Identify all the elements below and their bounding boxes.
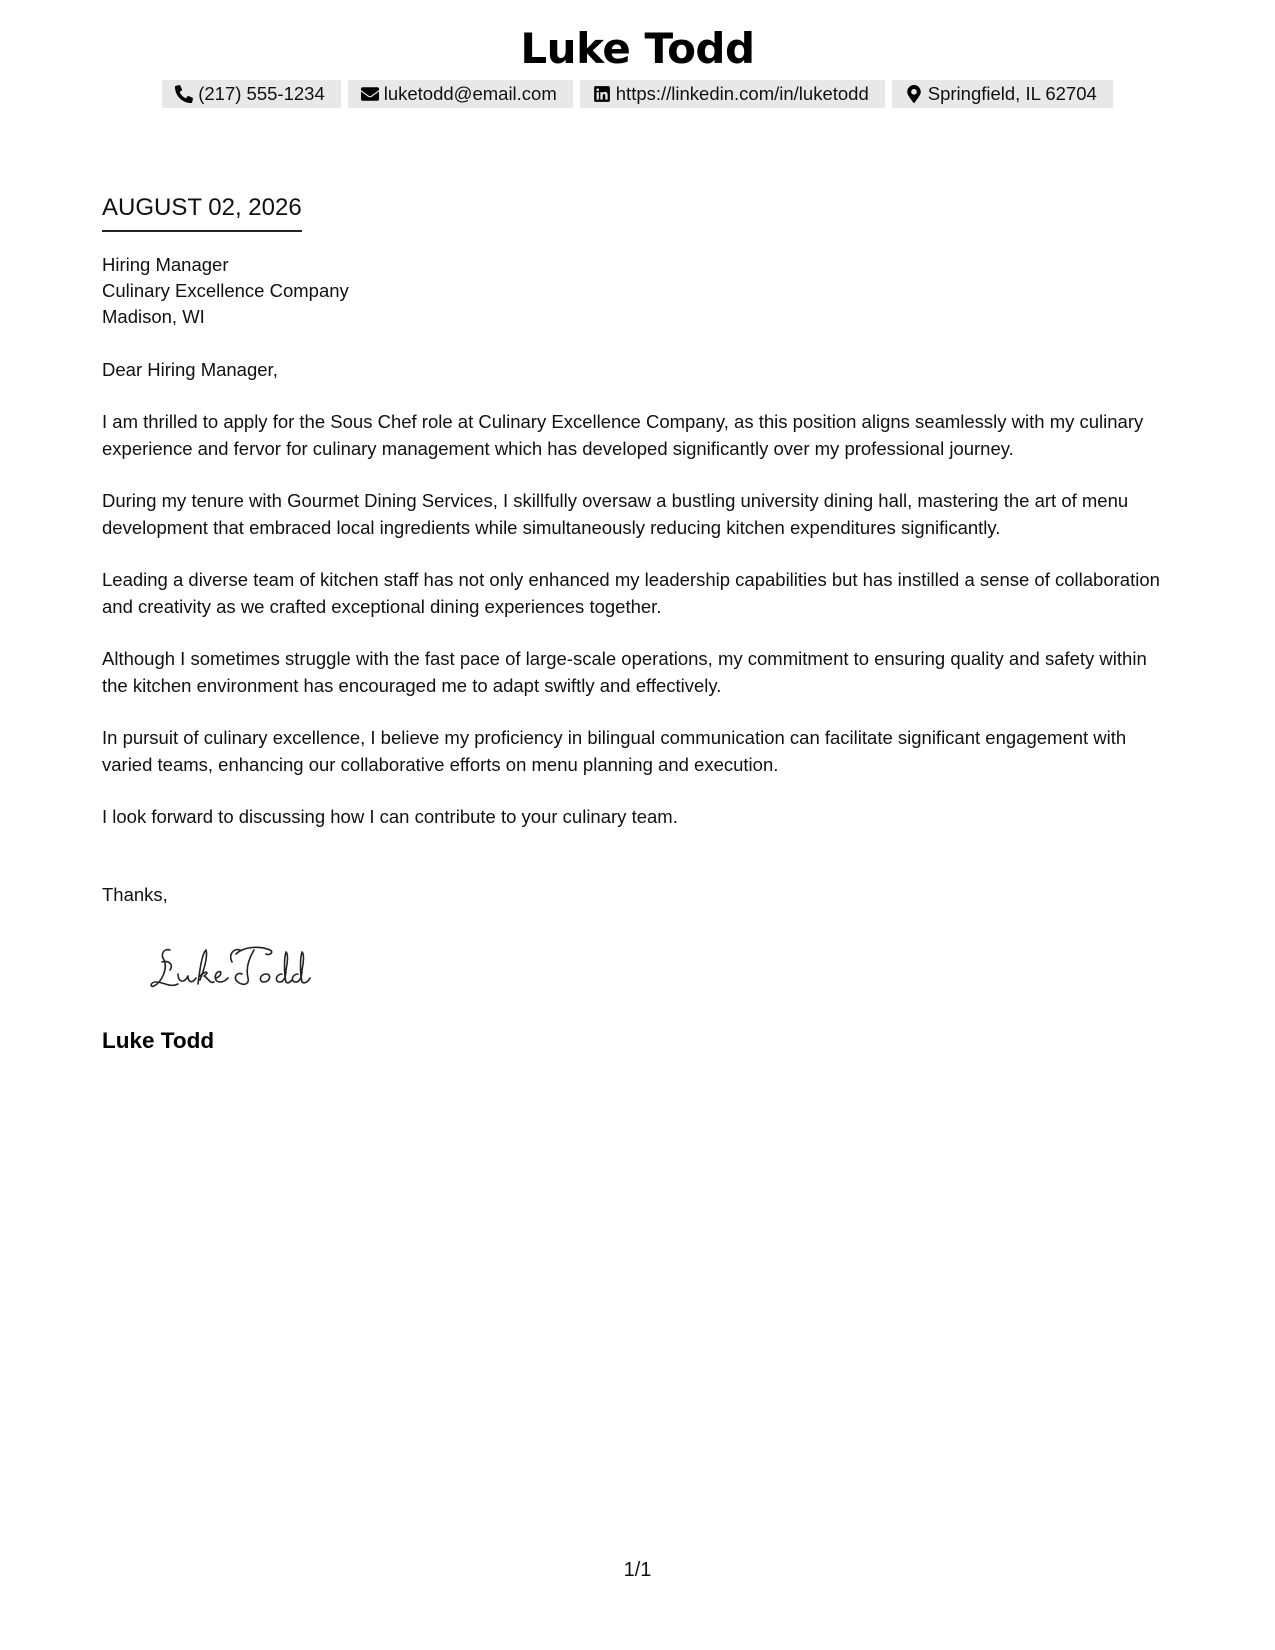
linkedin-text: https://linkedin.com/in/luketodd [615,83,869,104]
signer-name: Luke Todd [102,1028,215,1053]
phone-text: (217) 555-1234 [198,83,325,104]
body-paragraph: Although I sometimes struggle with the fast pace of large-scale operations, my commitment to ensuring quality and safety within the kitchen environment has encouraged me to adapt swiftly and effectively. [102,648,1147,696]
body-paragraph: Leading a diverse team of kitchen staff has not only enhanced my leadership capabilities but has instilled a sense of collaboration and creativity as we crafted exceptional dining experiences together. [102,569,1160,617]
body-paragraph: In pursuit of culinary excellence, I believe my proficiency in bilingual communication can facilitate significant engagement with varied teams, enhancing our collaborative efforts on menu planning and execution. [102,727,1127,775]
body-paragraph: I look forward to discussing how I can contribute to your culinary team. [102,806,678,827]
contact-location [892,80,1113,108]
map-marker-icon [905,85,923,103]
closing: Thanks, [102,884,168,905]
letter-date: AUGUST 02, 2026 [102,192,302,232]
handwritten-signature [148,940,318,1000]
body-paragraph: I am thrilled to apply for the Sous Chef role at Culinary Excellence Company, as this position aligns seamlessly with my culinary experience and fervor for culinary management which has developed significantly over my professional journey. [102,411,1144,459]
recipient-block [102,252,349,330]
phone-icon [175,85,193,103]
location-text: Springfield, IL 62704 [927,83,1097,104]
salutation: Dear Hiring Manager, [102,359,278,380]
body-paragraph: During my tenure with Gourmet Dining Services, I skillfully oversaw a bustling university dining hall, mastering the art of menu development that embraced local ingredients while simultaneously reducing kitchen expenditures significantly. [102,490,1129,538]
recipient-location: Madison, WI [102,306,205,327]
contact-email [348,80,573,108]
applicant-name-heading: Luke Todd [520,24,755,73]
contact-info-row [0,80,1275,108]
contact-phone [162,80,341,108]
linkedin-icon [593,85,611,103]
recipient-company: Culinary Excellence Company [102,280,349,301]
envelope-icon [361,85,379,103]
recipient-title: Hiring Manager [102,254,229,275]
contact-linkedin [580,80,885,108]
page-number: 1/1 [623,1559,652,1581]
email-text: luketodd@email.com [383,83,557,104]
